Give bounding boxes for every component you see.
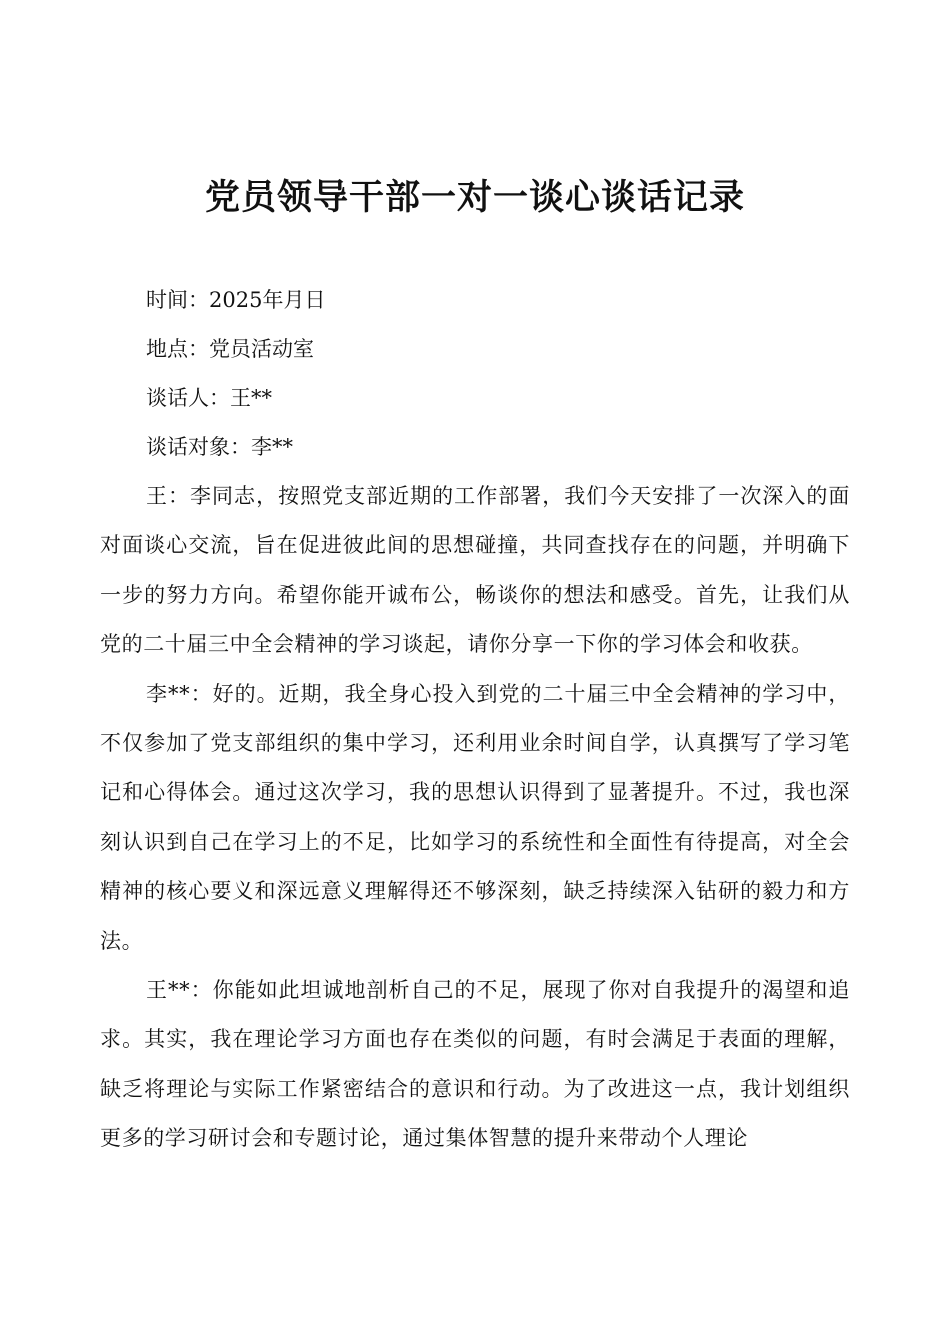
paragraph-2: 李**：好的。近期，我全身心投入到党的二十届三中全会精神的学习中，不仅参加了党支部组织的集中学习，还利用业余时间自学，认真撰写了学习笔记和心得体会。通过这次学习，我的思想认识得到了显著提升。不过，我也深刻认识到自己在学习上的不足，比如学习的系统性和全面性有待提高，对全会精神的核心要义和深远意义理解得还不够深刻，缺乏持续深入钻研的毅力和方法。	[100, 681, 850, 953]
paragraph-3: 王**：你能如此坦诚地剖析自己的不足，展现了你对自我提升的渴望和追求。其实，我在理论学习方面也存在类似的问题，有时会满足于表面的理解，缺乏将理论与实际工作紧密结合的意识和行动。为了改进这一点，我计划组织更多的学习研讨会和专题讨论，通过集体智慧的提升来带动个人理论	[100, 978, 850, 1151]
document-title: 党员领导干部一对一谈心谈话记录	[204, 177, 745, 218]
document-body	[100, 276, 850, 1164]
meeting-time: 时间：2025年月日	[146, 288, 326, 312]
listener: 谈话对象：李**	[146, 435, 293, 459]
paragraph-1: 王：李同志，按照党支部近期的工作部署，我们今天安排了一次深入的面对面谈心交流，旨在促进彼此间的思想碰撞，共同查找存在的问题，并明确下一步的努力方向。希望你能开诚布公，畅谈你的想法和感受。首先，让我们从党的二十届三中全会精神的学习谈起，请你分享一下你的学习体会和收获。	[100, 484, 850, 657]
speaker: 谈话人：王**	[146, 386, 272, 410]
meeting-location: 地点：党员活动室	[146, 337, 314, 361]
